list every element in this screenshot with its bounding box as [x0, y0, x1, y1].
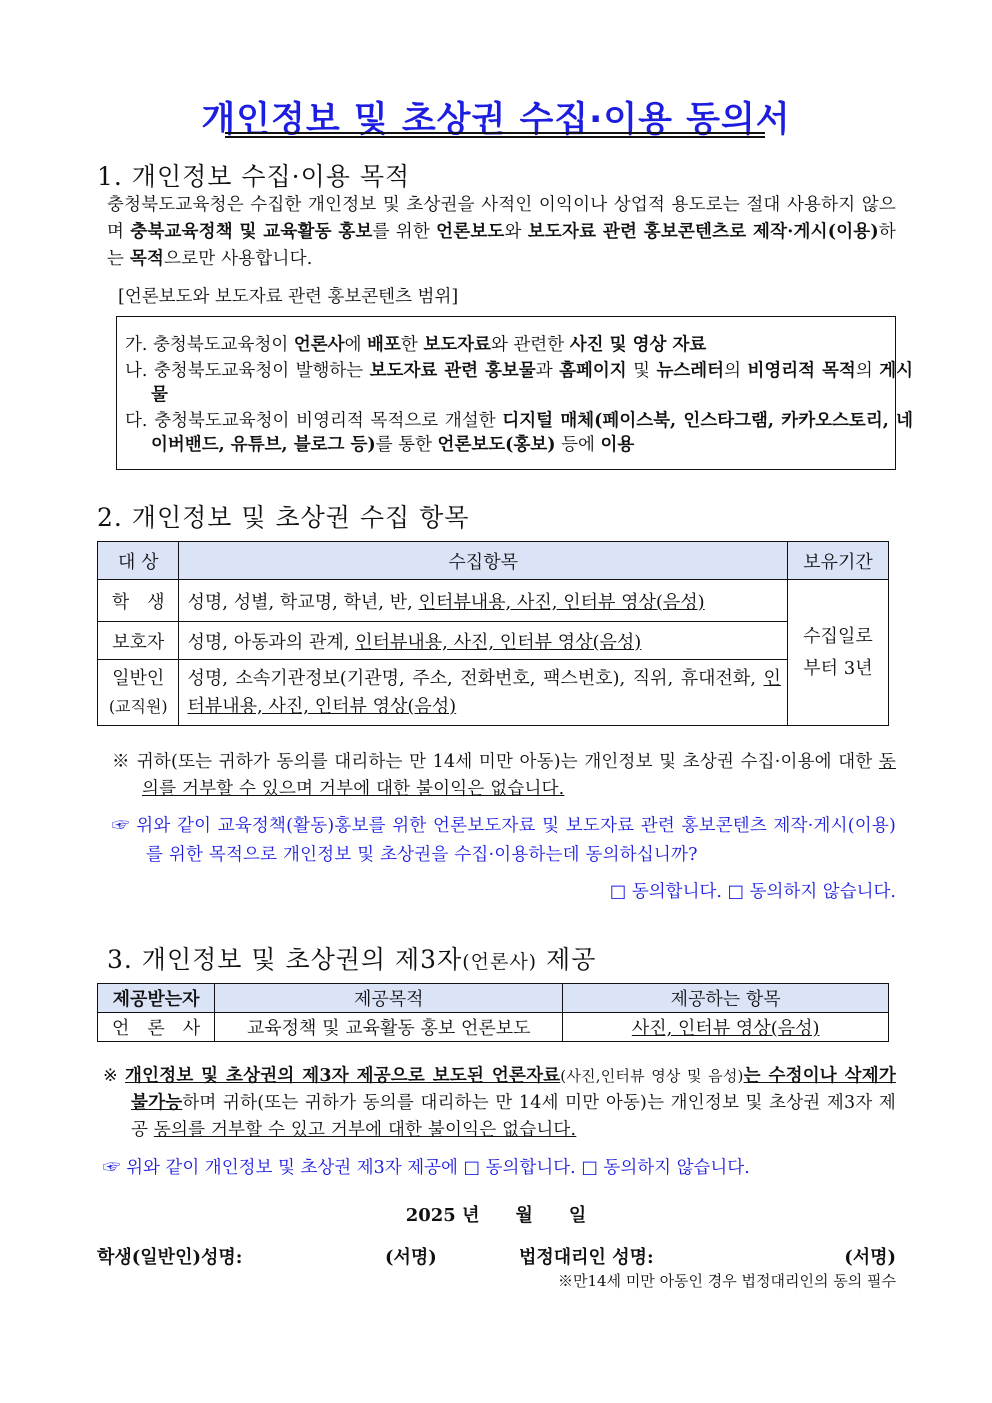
section3-heading: 3. 개인정보 및 초상권의 제3자(언론사) 제공	[107, 945, 597, 974]
scope-item-da: 다. 충청북도교육청이 비영리적 목적으로 개설한 디지털 매체(페이스북, 인스타그램, 카카오스토리, 네이버밴드, 유튜브, 블로그 등)를 통한 언론보도(홍보) 등에 이용	[125, 411, 913, 455]
row-items: 성명, 아동과의 관계, 인터뷰내용, 사진, 인터뷰 영상(음성)	[179, 622, 787, 660]
provision-table	[97, 983, 889, 1042]
scope-box	[116, 316, 913, 470]
collection-table	[97, 541, 889, 726]
row-target: 보호자	[98, 622, 179, 660]
title-underline	[225, 132, 765, 134]
disagree-checkbox[interactable]: □ 동의하지 않습니다.	[727, 882, 896, 902]
agree-checkbox[interactable]: □ 동의합니다.	[609, 882, 722, 902]
student-sign-field[interactable]: (서명)	[385, 1247, 437, 1268]
col-header-recipient: 제공받는자	[98, 984, 215, 1013]
purpose-cell: 교육정책 및 교육활동 홍보 언론보도	[215, 1013, 563, 1042]
footnote: ※만14세 미만 아동인 경우 법정대리인의 동의 필수	[557, 1272, 896, 1290]
guardian-sign-field[interactable]: (서명)	[844, 1247, 896, 1268]
disagree-checkbox[interactable]: □ 동의하지 않습니다.	[581, 1158, 750, 1178]
date-line: 2025 년 월 일	[405, 1205, 587, 1226]
recipient-cell: 언 론 사	[98, 1013, 215, 1042]
table-row	[98, 660, 889, 726]
guardian-name-label: 법정대리인 성명:	[519, 1247, 654, 1268]
table-row	[98, 1013, 889, 1042]
student-name-label: 학생(일반인)성명:	[97, 1247, 243, 1268]
page-title: 개인정보 및 초상권 수집·이용 동의서	[201, 100, 791, 140]
title-underline-second	[225, 136, 765, 138]
table-row	[98, 580, 889, 622]
scope-item-ga: 가. 충청북도교육청이 언론사에 배포한 보도자료와 관련한 사진 및 영상 자료	[125, 335, 707, 355]
provided-items-cell: 사진, 인터뷰 영상(음성)	[563, 1013, 889, 1042]
scope-label: [언론보도와 보도자료 관련 홍보콘텐츠 범위]	[118, 287, 459, 307]
row-target: 일반인 (교직원)	[98, 660, 179, 726]
scope-item-na: 나. 충청북도교육청이 발행하는 보도자료 관련 홍보물과 홈페이지 및 뉴스레터의 비영리적 목적의 게시물	[125, 361, 913, 405]
col-header-target: 대 상	[98, 542, 179, 580]
table-row	[98, 622, 889, 660]
section2-heading: 2. 개인정보 및 초상권 수집 항목	[97, 503, 470, 532]
section3-consent: ☞ 위와 같이 개인정보 및 초상권 제3자 제공에 □ 동의합니다. □ 동의하지 않습니다.	[103, 1158, 750, 1178]
section3-notice: ※ 개인정보 및 초상권의 제3자 제공으로 보도된 언론자료(사진,인터뷰 영상 및 음성)는 수정이나 삭제가 불가능하며 귀하(또는 귀하가 동의를 대리하는 만 14세 미만 아동)는 개인정보 및 초상권 제3자 제공 동의를 거부할 수 있고 거부에 대한 불이익은 없습니다.	[103, 1066, 896, 1140]
col-header-items: 수집항목	[179, 542, 787, 580]
section1-heading: 1. 개인정보 수집·이용 목적	[97, 162, 411, 191]
col-header-retention: 보유기간	[787, 542, 888, 580]
row-items: 성명, 소속기관정보(기관명, 주소, 전화번호, 팩스번호), 직위, 휴대전화, 인터뷰내용, 사진, 인터뷰 영상(음성)	[179, 660, 787, 726]
retention-cell: 수집일로 부터 3년	[787, 580, 888, 726]
section1-paragraph: 충청북도교육청은 수집한 개인정보 및 초상권을 사적인 이익이나 상업적 용도로는 절대 사용하지 않으며 충북교육정책 및 교육활동 홍보를 위한 언론보도와 보도자료 관련 홍보콘텐츠로 제작·게시(이용)하는 목적으로만 사용합니다.	[107, 195, 896, 269]
section2-notice: ※ 귀하(또는 귀하가 동의를 대리하는 만 14세 미만 아동)는 개인정보 및 초상권 수집·이용에 대한 동의를 거부할 수 있으며 거부에 대한 불이익은 없습니다.	[112, 752, 896, 799]
agree-checkbox[interactable]: □ 동의합니다.	[463, 1158, 576, 1178]
col-header-purpose: 제공목적	[215, 984, 563, 1013]
section2-question: ☞ 위와 같이 교육정책(활동)홍보를 위한 언론보도자료 및 보도자료 관련 홍보콘텐츠 제작·게시(이용)를 위한 목적으로 개인정보 및 초상권을 수집·이용하는데 동의하십니까?	[112, 816, 896, 865]
row-items: 성명, 성별, 학교명, 학년, 반, 인터뷰내용, 사진, 인터뷰 영상(음성)	[179, 580, 787, 622]
row-target: 학 생	[98, 580, 179, 622]
col-header-provided: 제공하는 항목	[563, 984, 889, 1013]
section2-consent	[610, 878, 896, 903]
